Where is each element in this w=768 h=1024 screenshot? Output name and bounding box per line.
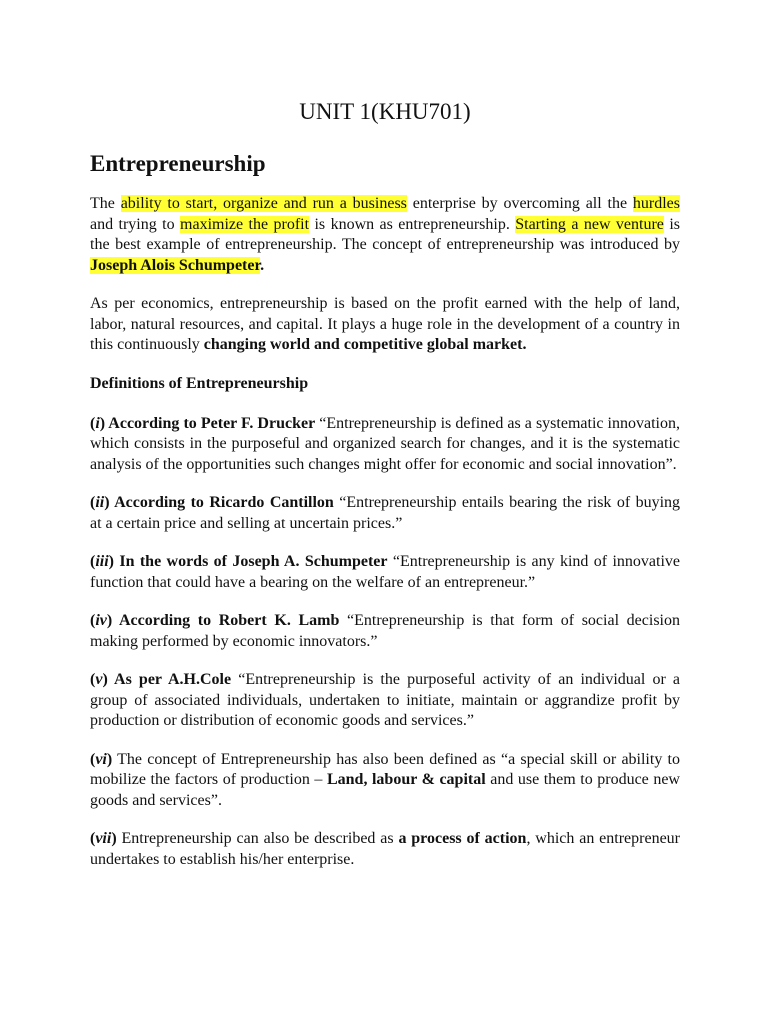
text-segment: ( bbox=[90, 750, 96, 768]
definition-author: According to Peter F. Drucker bbox=[108, 414, 316, 432]
text-segment: maximize the profit bbox=[180, 215, 310, 233]
definition-text: “Entrepreneurship is the purposeful activity of an individual or a group of associated individuals, undertaken to initiate, maintain or aggrandize profit by production or distribution of economic goods and services.” bbox=[90, 671, 681, 729]
definition-text: “Entrepreneurship is any kind of innovative function that could have a bearing on the welfare of an entrepreneur.” bbox=[90, 553, 681, 591]
text-segment: and use them to produce new goods and services”. bbox=[90, 771, 680, 809]
text-segment: ) bbox=[106, 750, 113, 768]
definition-author: According to Ricardo Cantillon bbox=[114, 494, 334, 511]
text-segment: Land, labour & capital bbox=[326, 771, 486, 788]
definitions-list bbox=[90, 414, 680, 732]
definition-author: As per A.H.Cole bbox=[114, 671, 232, 688]
text-segment: vi bbox=[95, 750, 107, 768]
definition-author: According to Robert K. Lamb bbox=[118, 612, 340, 629]
definition-vi bbox=[90, 750, 680, 812]
definition-author: In the words of Joseph A. Schumpeter bbox=[119, 553, 388, 570]
definition-number: v bbox=[95, 671, 103, 688]
text-segment: and trying to bbox=[90, 215, 181, 233]
definitions-heading: Definitions of Entrepreneurship bbox=[90, 374, 309, 392]
text-segment: Joseph Alois Schumpeter bbox=[90, 256, 261, 274]
definition-item: (iv) According to Robert K. Lamb “Entrepreneurship is that form of social decision making performed by economic innovators.” bbox=[90, 612, 680, 650]
text-segment: ( bbox=[90, 830, 96, 847]
unit-title: UNIT 1(KHU701) bbox=[299, 99, 471, 124]
definition-text: “Entrepreneurship is defined as a systematic innovation, which consists in the purposeful and organized search for changes, and it is the systematic analysis of the opportunities such changes might offer for economic and social innovation”. bbox=[90, 414, 680, 473]
definition-item: (i) According to Peter F. Drucker “Entrepreneurship is defined as a systematic innovation, which consists in the purposeful and organized search for changes, and it is the systematic analysis of the opportunities such changes might offer for economic and social innovation”. bbox=[90, 414, 680, 473]
text-segment: Starting a new venture bbox=[515, 215, 664, 233]
text-segment: is the best example of entrepreneurship. The concept of entrepreneurship was introduced by bbox=[90, 215, 680, 253]
text-segment: is known as entrepreneurship. bbox=[309, 215, 516, 233]
text-segment: , which an entrepreneur undertakes to establish his/her enterprise. bbox=[90, 830, 681, 868]
text-segment: ability to start, organize and run a business bbox=[120, 195, 407, 212]
text-segment: The concept of Entrepreneurship has also been defined as “a special skill or ability to mobilize the factors of production – bbox=[90, 750, 680, 788]
text-segment: The bbox=[90, 195, 121, 212]
economics-paragraph bbox=[90, 294, 680, 356]
text-segment: ) bbox=[111, 830, 117, 847]
definition-number: iv bbox=[95, 612, 107, 629]
text-segment: Entrepreneurship can also be described as bbox=[116, 830, 399, 847]
intro-paragraph bbox=[90, 194, 680, 276]
text-segment: vii bbox=[95, 830, 112, 847]
text-segment: As per economics, entrepreneurship is based on the profit earned with the help of land, labor, natural resources, and capital. It plays a huge role in the development of a country in this continuously bbox=[90, 295, 680, 353]
text-segment: a process of action bbox=[398, 830, 527, 847]
text-segment: . bbox=[260, 256, 265, 274]
definition-number: ii bbox=[95, 494, 105, 511]
definition-item: (ii) According to Ricardo Cantillon “Entrepreneurship entails bearing the risk of buying at a certain price and selling at uncertain prices.” bbox=[90, 494, 681, 532]
text-segment: changing world and competitive global market. bbox=[203, 336, 527, 353]
text-segment: hurdles bbox=[632, 195, 681, 212]
definition-text: “Entrepreneurship entails bearing the risk of buying at a certain price and selling at uncertain prices.” bbox=[90, 494, 681, 532]
definition-vii bbox=[90, 829, 680, 870]
section-heading: Entrepreneurship bbox=[90, 151, 266, 176]
definition-item: (iii) In the words of Joseph A. Schumpeter “Entrepreneurship is any kind of innovative function that could have a bearing on the welfare of an entrepreneur.” bbox=[90, 553, 681, 591]
text-segment: enterprise by overcoming all the bbox=[406, 195, 633, 212]
definition-text: “Entrepreneurship is that form of social decision making performed by economic innovators.” bbox=[90, 612, 680, 650]
definition-item: (v) As per A.H.Cole “Entrepreneurship is the purposeful activity of an individual or a group of associated individuals, undertaken to initiate, maintain or aggrandize profit by production or distribution of economic goods and services.” bbox=[90, 671, 681, 729]
definition-number: i bbox=[95, 414, 100, 432]
definition-number: iii bbox=[95, 553, 109, 570]
